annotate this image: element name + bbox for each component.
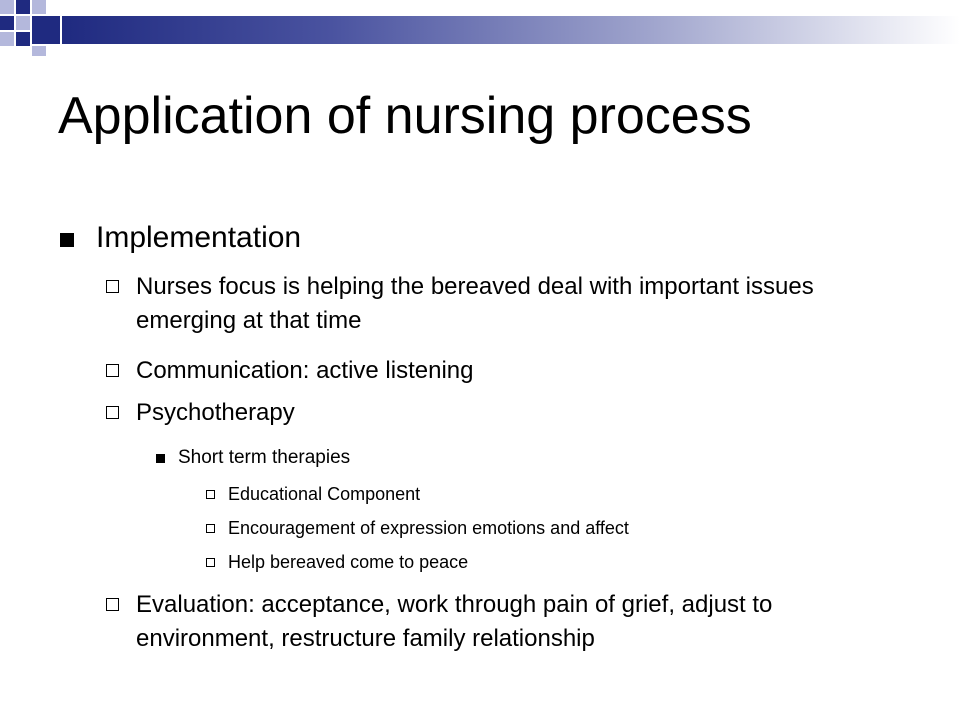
bullet-text: Implementation: [96, 221, 302, 254]
deco-square: [32, 46, 46, 56]
slide-title: Application of nursing process: [58, 87, 752, 145]
list-item-text: Evaluation: acceptance, work through pain of grief, adjust to environment, restructure family relationship: [136, 591, 773, 652]
square-bullet-icon: [156, 454, 165, 463]
header-decoration: [0, 0, 960, 60]
hollow-square-bullet-icon: [206, 558, 215, 567]
hollow-square-bullet-icon: [106, 598, 119, 611]
deco-square: [16, 0, 30, 14]
hollow-square-bullet-icon: [206, 524, 215, 533]
deco-square: [32, 16, 60, 44]
deco-square: [16, 16, 30, 30]
deco-square: [32, 0, 46, 14]
deco-square: [0, 32, 14, 46]
hollow-square-bullet-icon: [106, 364, 119, 377]
hollow-square-bullet-icon: [206, 490, 215, 499]
deco-square: [0, 0, 14, 14]
sub-bullet-text: Short term therapies: [178, 447, 351, 468]
list-item-text: Psychotherapy: [136, 399, 295, 426]
deco-square: [16, 32, 30, 46]
deco-square: [0, 16, 14, 30]
header-gradient-bar: [62, 16, 960, 44]
list-item-text: Communication: active listening: [136, 357, 474, 384]
sub-sub-item-text: Encouragement of expression emotions and affect: [228, 518, 629, 538]
hollow-square-bullet-icon: [106, 406, 119, 419]
square-bullet-icon: [60, 233, 74, 247]
sub-sub-item-text: Help bereaved come to peace: [228, 552, 469, 572]
hollow-square-bullet-icon: [106, 280, 119, 293]
sub-sub-item-text: Educational Component: [228, 484, 421, 504]
list-item-text: Nurses focus is helping the bereaved deal with important issues emerging at that time: [136, 273, 814, 334]
